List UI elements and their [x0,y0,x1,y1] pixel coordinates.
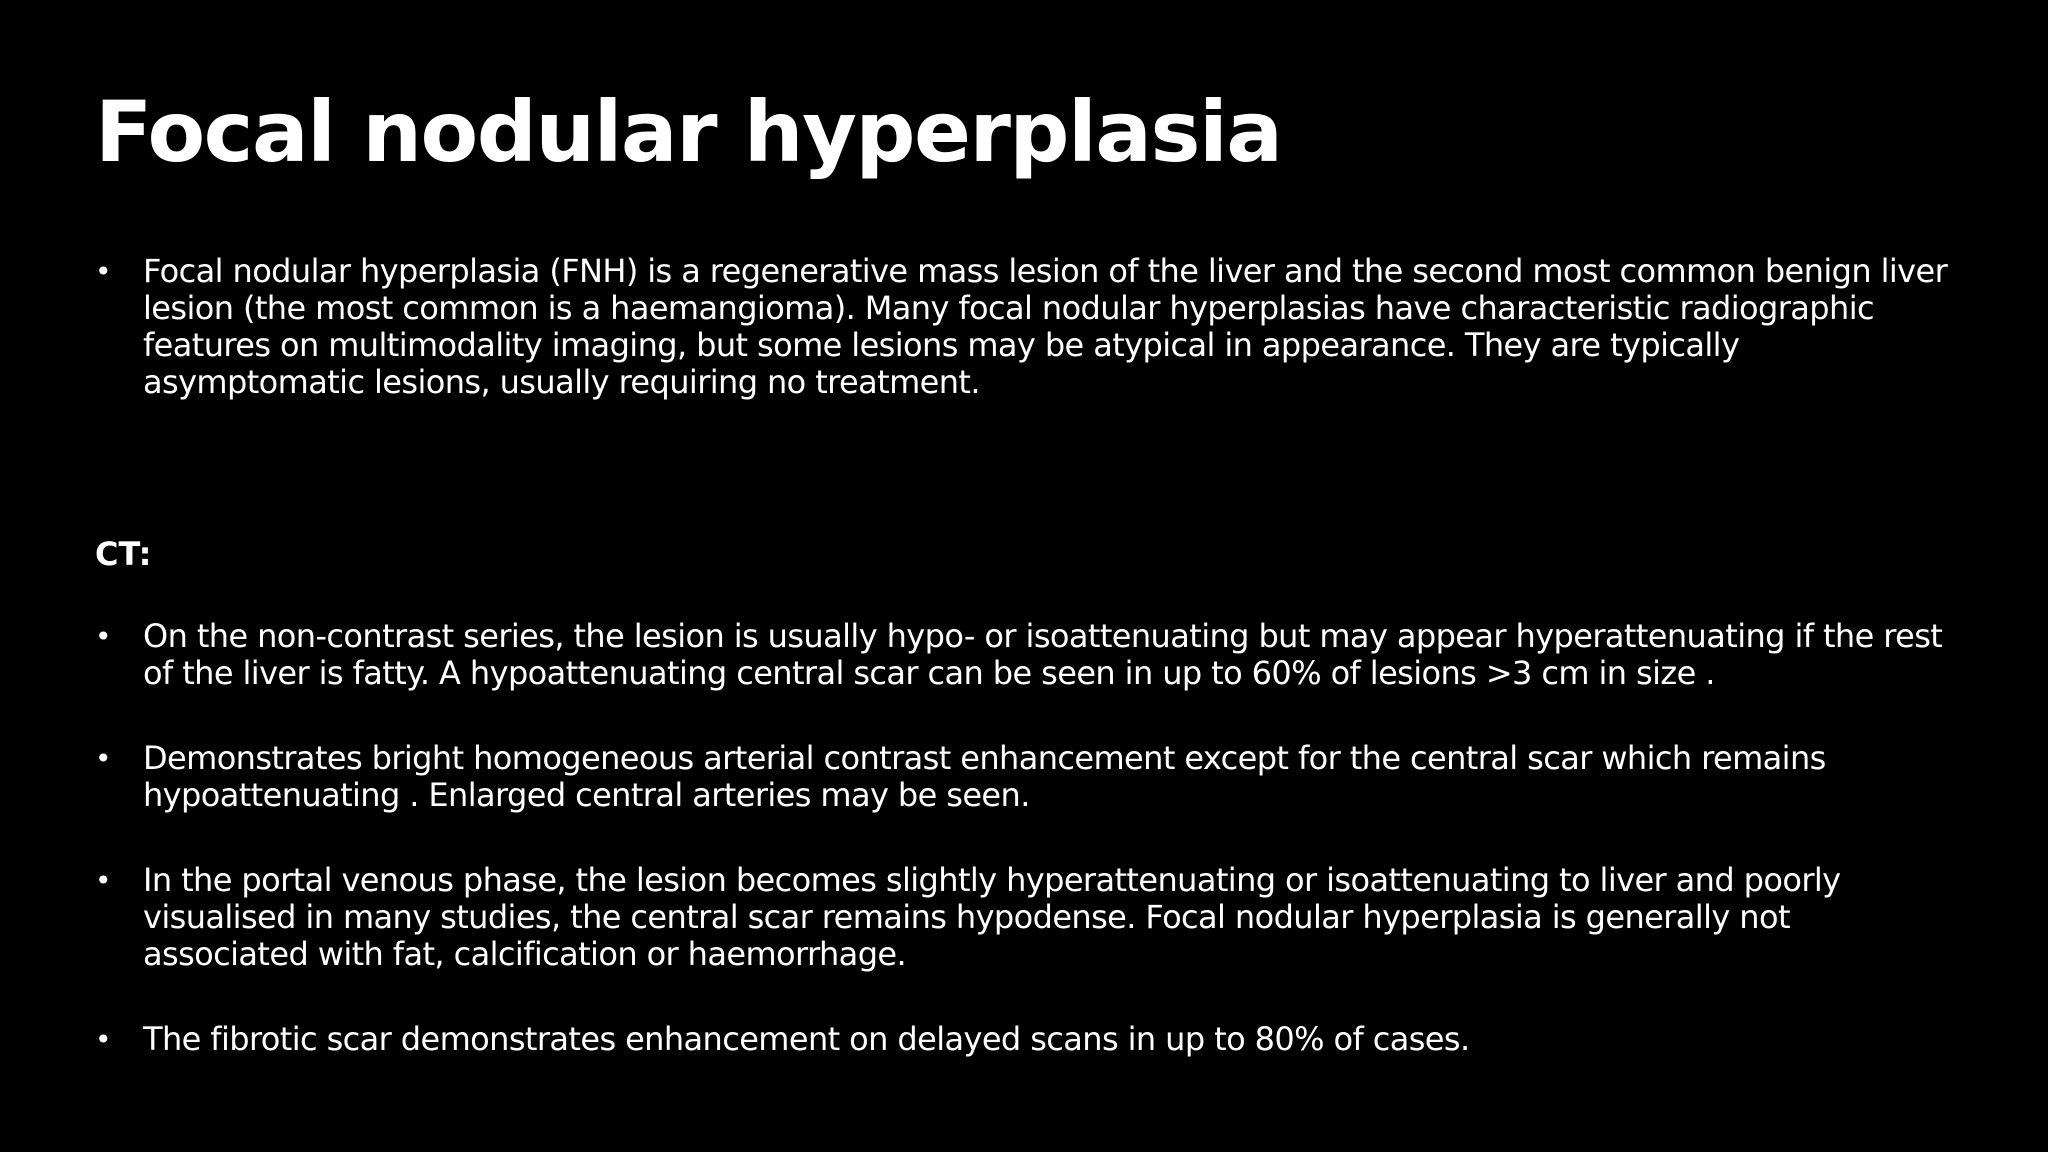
ct-bullet-list [95,618,1955,1058]
ct-bullet-item [95,740,1955,814]
ct-bullet-item [95,1021,1955,1058]
bullet-dot-icon: • [95,864,111,897]
ct-bullet-item [95,618,1955,692]
intro-bullet-item [95,253,1955,401]
bullet-dot-icon: • [95,620,111,653]
ct-bullet-text: Demonstrates bright homogeneous arterial contrast enhancement except for the central scar which remains hypoattenuating . Enlarged central arteries may be seen. [143,739,1826,814]
bullet-dot-icon: • [95,742,111,775]
ct-bullet-text: In the portal venous phase, the lesion becomes slightly hyperattenuating or isoattenuating to liver and poorly visualised in many studies, the central scar remains hypodense. Focal nodular hyperplasia is generally not associated with fat, calcification or haemorrhage. [143,861,1841,973]
slide-title: Focal nodular hyperplasia [95,83,1282,181]
bullet-dot-icon: • [95,255,111,288]
intro-bullet-list [95,253,1955,401]
ct-section-heading: CT: [95,535,152,573]
ct-bullet-text: The fibrotic scar demonstrates enhancement on delayed scans in up to 80% of cases. [143,1020,1470,1058]
ct-bullet-item [95,862,1955,973]
ct-bullet-text: On the non-contrast series, the lesion is usually hypo- or isoattenuating but may appear hyperattenuating if the rest of the liver is fatty. A hypoattenuating central scar can be seen in up to 60% of lesions >3 cm in size . [143,617,1943,692]
bullet-dot-icon: • [95,1023,111,1056]
intro-bullet-text: Focal nodular hyperplasia (FNH) is a regenerative mass lesion of the liver and the second most common benign liver lesion (the most common is a haemangioma). Many focal nodular hyperplasias have characteristic radiographic features on multimodality imaging, but some lesions may be atypical in appearance. They are typically asymptomatic lesions, usually requiring no treatment. [143,252,1948,401]
